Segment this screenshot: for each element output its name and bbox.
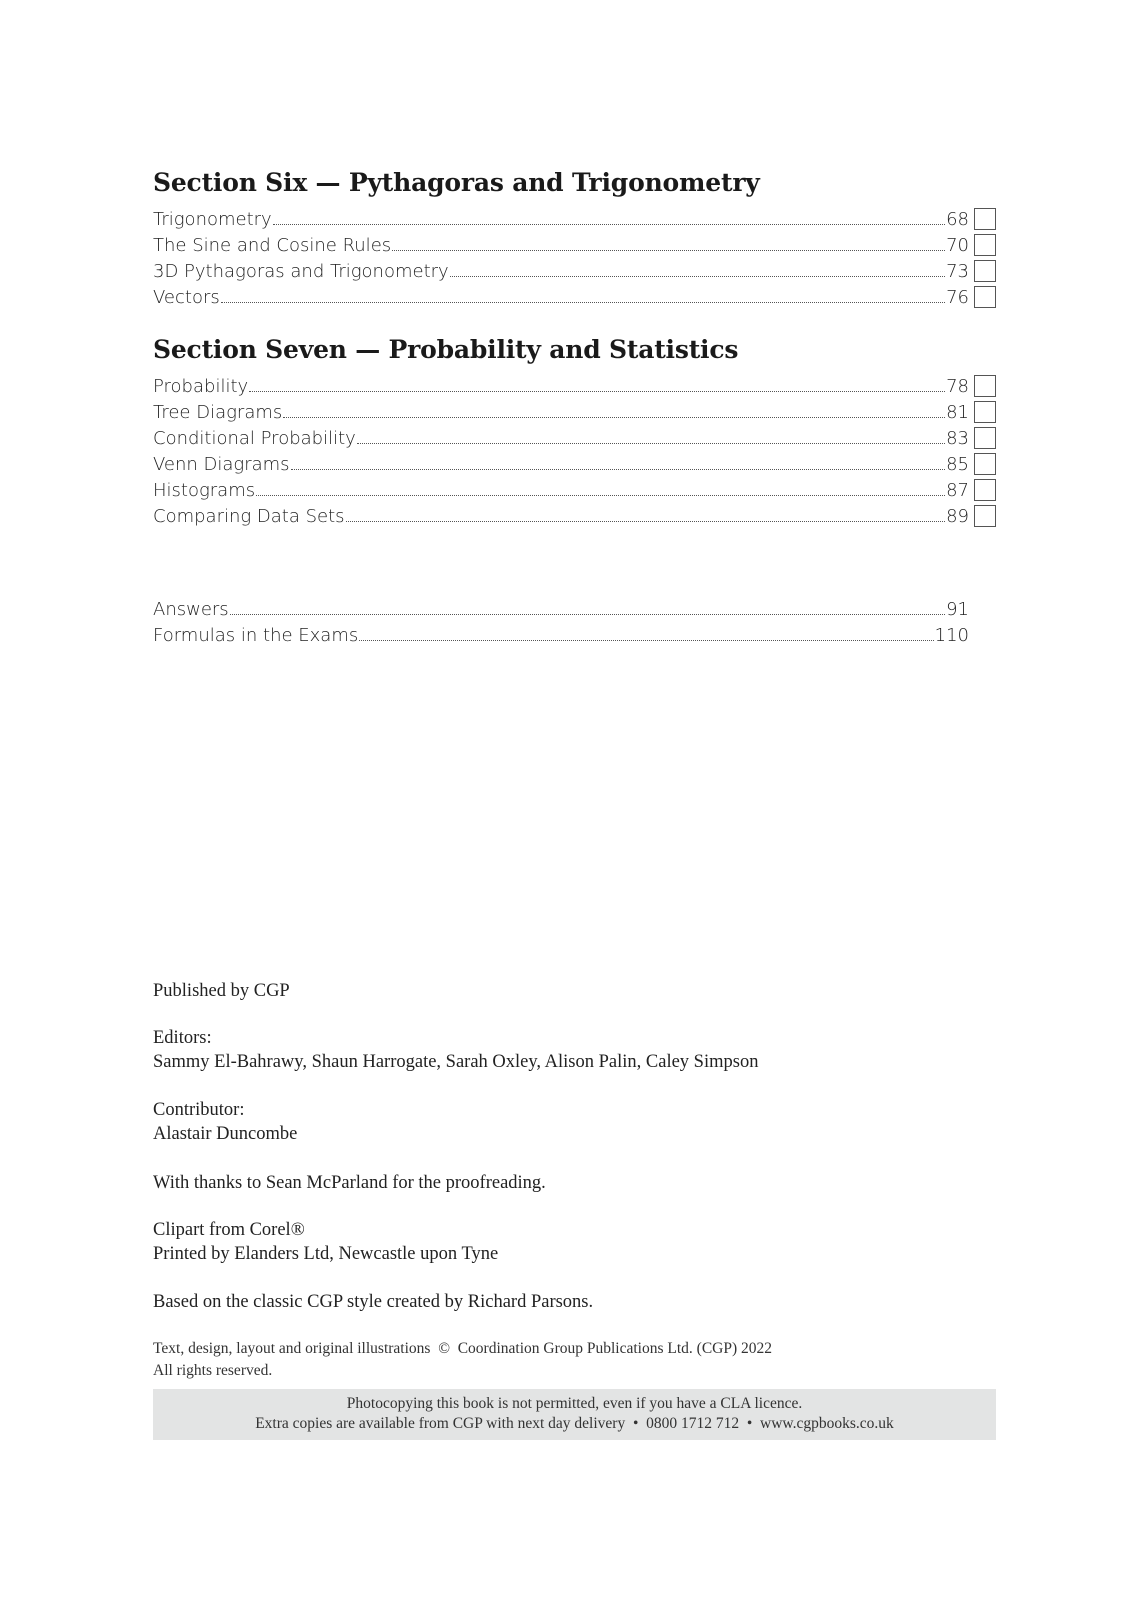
dot-leader (450, 276, 945, 277)
toc-entry-label: Formulas in the Exams (153, 625, 359, 646)
section-seven-list (153, 371, 996, 527)
editors-block (153, 1026, 758, 1074)
printer-credit: Printed by Elanders Ltd, Newcastle upon Tyne (153, 1244, 499, 1264)
toc-entry[interactable] (153, 282, 996, 308)
toc-entry-page: 91 (946, 599, 969, 620)
toc-entry-page: 73 (946, 261, 969, 282)
extras-list (153, 594, 996, 646)
toc-entry[interactable] (153, 423, 996, 449)
dot-leader (291, 469, 946, 470)
toc-entry-label: Conditional Probability (153, 428, 356, 449)
dot-leader (249, 391, 945, 392)
toc-entry-label: Tree Diagrams (153, 402, 283, 423)
toc-entry[interactable] (153, 475, 996, 501)
toc-entry[interactable] (153, 256, 996, 282)
dot-leader (256, 495, 945, 496)
tick-box[interactable] (974, 286, 996, 308)
toc-entry-label: Histograms (153, 480, 256, 501)
rights-line: All rights reserved. (153, 1362, 273, 1379)
toc-entry[interactable] (153, 501, 996, 527)
toc-entry-page: 89 (946, 506, 969, 527)
toc-entry-label: Venn Diagrams (153, 454, 290, 475)
toc-entry-label: Vectors (153, 287, 220, 308)
toc-entry-label: Comparing Data Sets (153, 506, 345, 527)
copyright-line: Text, design, layout and original illustrations © Coordination Group Publications Ltd. (CGP) 2022 (153, 1340, 773, 1357)
toc-entry-label: Answers (153, 599, 229, 620)
copyright-notice (153, 1338, 772, 1382)
toc-entry[interactable] (153, 397, 996, 423)
toc-entry-page: 68 (946, 209, 969, 230)
tick-box[interactable] (974, 234, 996, 256)
toc-entry-page: 87 (946, 480, 969, 501)
tick-box[interactable] (974, 260, 996, 282)
toc-entry-label: Probability (153, 376, 249, 397)
notice-line-2: Extra copies are available from CGP with next day delivery • 0800 1712 712 • www.cgpbooks.co.uk (255, 1415, 894, 1432)
toc-entry-page: 70 (946, 235, 969, 256)
toc-entry-page: 110 (934, 625, 969, 646)
dot-leader (346, 521, 946, 522)
toc-entry-label: 3D Pythagoras and Trigonometry (153, 261, 449, 282)
toc-entry-page: 81 (946, 402, 969, 423)
clipart-credit: Clipart from Corel® (153, 1220, 305, 1240)
tick-box[interactable] (974, 401, 996, 423)
dot-leader (273, 224, 945, 225)
credits-block (153, 1218, 498, 1266)
toc-entry[interactable] (153, 620, 996, 646)
toc-entry[interactable] (153, 204, 996, 230)
section-six-title: Section Six — Pythagoras and Trigonometry (153, 168, 760, 197)
toc-entry-label: The Sine and Cosine Rules (153, 235, 392, 256)
photocopy-notice (153, 1389, 996, 1440)
dot-leader (357, 443, 945, 444)
toc-entry[interactable] (153, 230, 996, 256)
toc-entry-page: 85 (946, 454, 969, 475)
notice-line-1: Photocopying this book is not permitted, even if you have a CLA licence. (346, 1395, 803, 1412)
tick-box[interactable] (974, 453, 996, 475)
based-on-line: Based on the classic CGP style created by Richard Parsons. (153, 1292, 594, 1312)
contributor-block (153, 1098, 297, 1146)
toc-entry-page: 76 (946, 287, 969, 308)
dot-leader (221, 302, 945, 303)
editors-heading: Editors: (153, 1028, 212, 1048)
contributor-heading: Contributor: (153, 1100, 245, 1120)
dot-leader (283, 417, 945, 418)
tick-box[interactable] (974, 479, 996, 501)
tick-box[interactable] (974, 505, 996, 527)
published-by: Published by CGP (153, 981, 290, 1001)
tick-box[interactable] (974, 427, 996, 449)
tick-box[interactable] (974, 208, 996, 230)
toc-entry-page: 78 (946, 376, 969, 397)
toc-entry-label: Trigonometry (153, 209, 272, 230)
toc-entry[interactable] (153, 449, 996, 475)
tick-box[interactable] (974, 375, 996, 397)
thanks-line: With thanks to Sean McParland for the proofreading. (153, 1173, 546, 1193)
dot-leader (359, 640, 933, 641)
toc-entry[interactable] (153, 594, 996, 620)
dot-leader (392, 250, 945, 251)
section-seven-title: Section Seven — Probability and Statistics (153, 335, 739, 364)
contributor-name: Alastair Duncombe (153, 1124, 298, 1144)
toc-entry[interactable] (153, 371, 996, 397)
toc-entry-page: 83 (946, 428, 969, 449)
editors-names: Sammy El-Bahrawy, Shaun Harrogate, Sarah Oxley, Alison Palin, Caley Simpson (153, 1052, 759, 1072)
section-six-list (153, 204, 996, 308)
dot-leader (230, 614, 945, 615)
